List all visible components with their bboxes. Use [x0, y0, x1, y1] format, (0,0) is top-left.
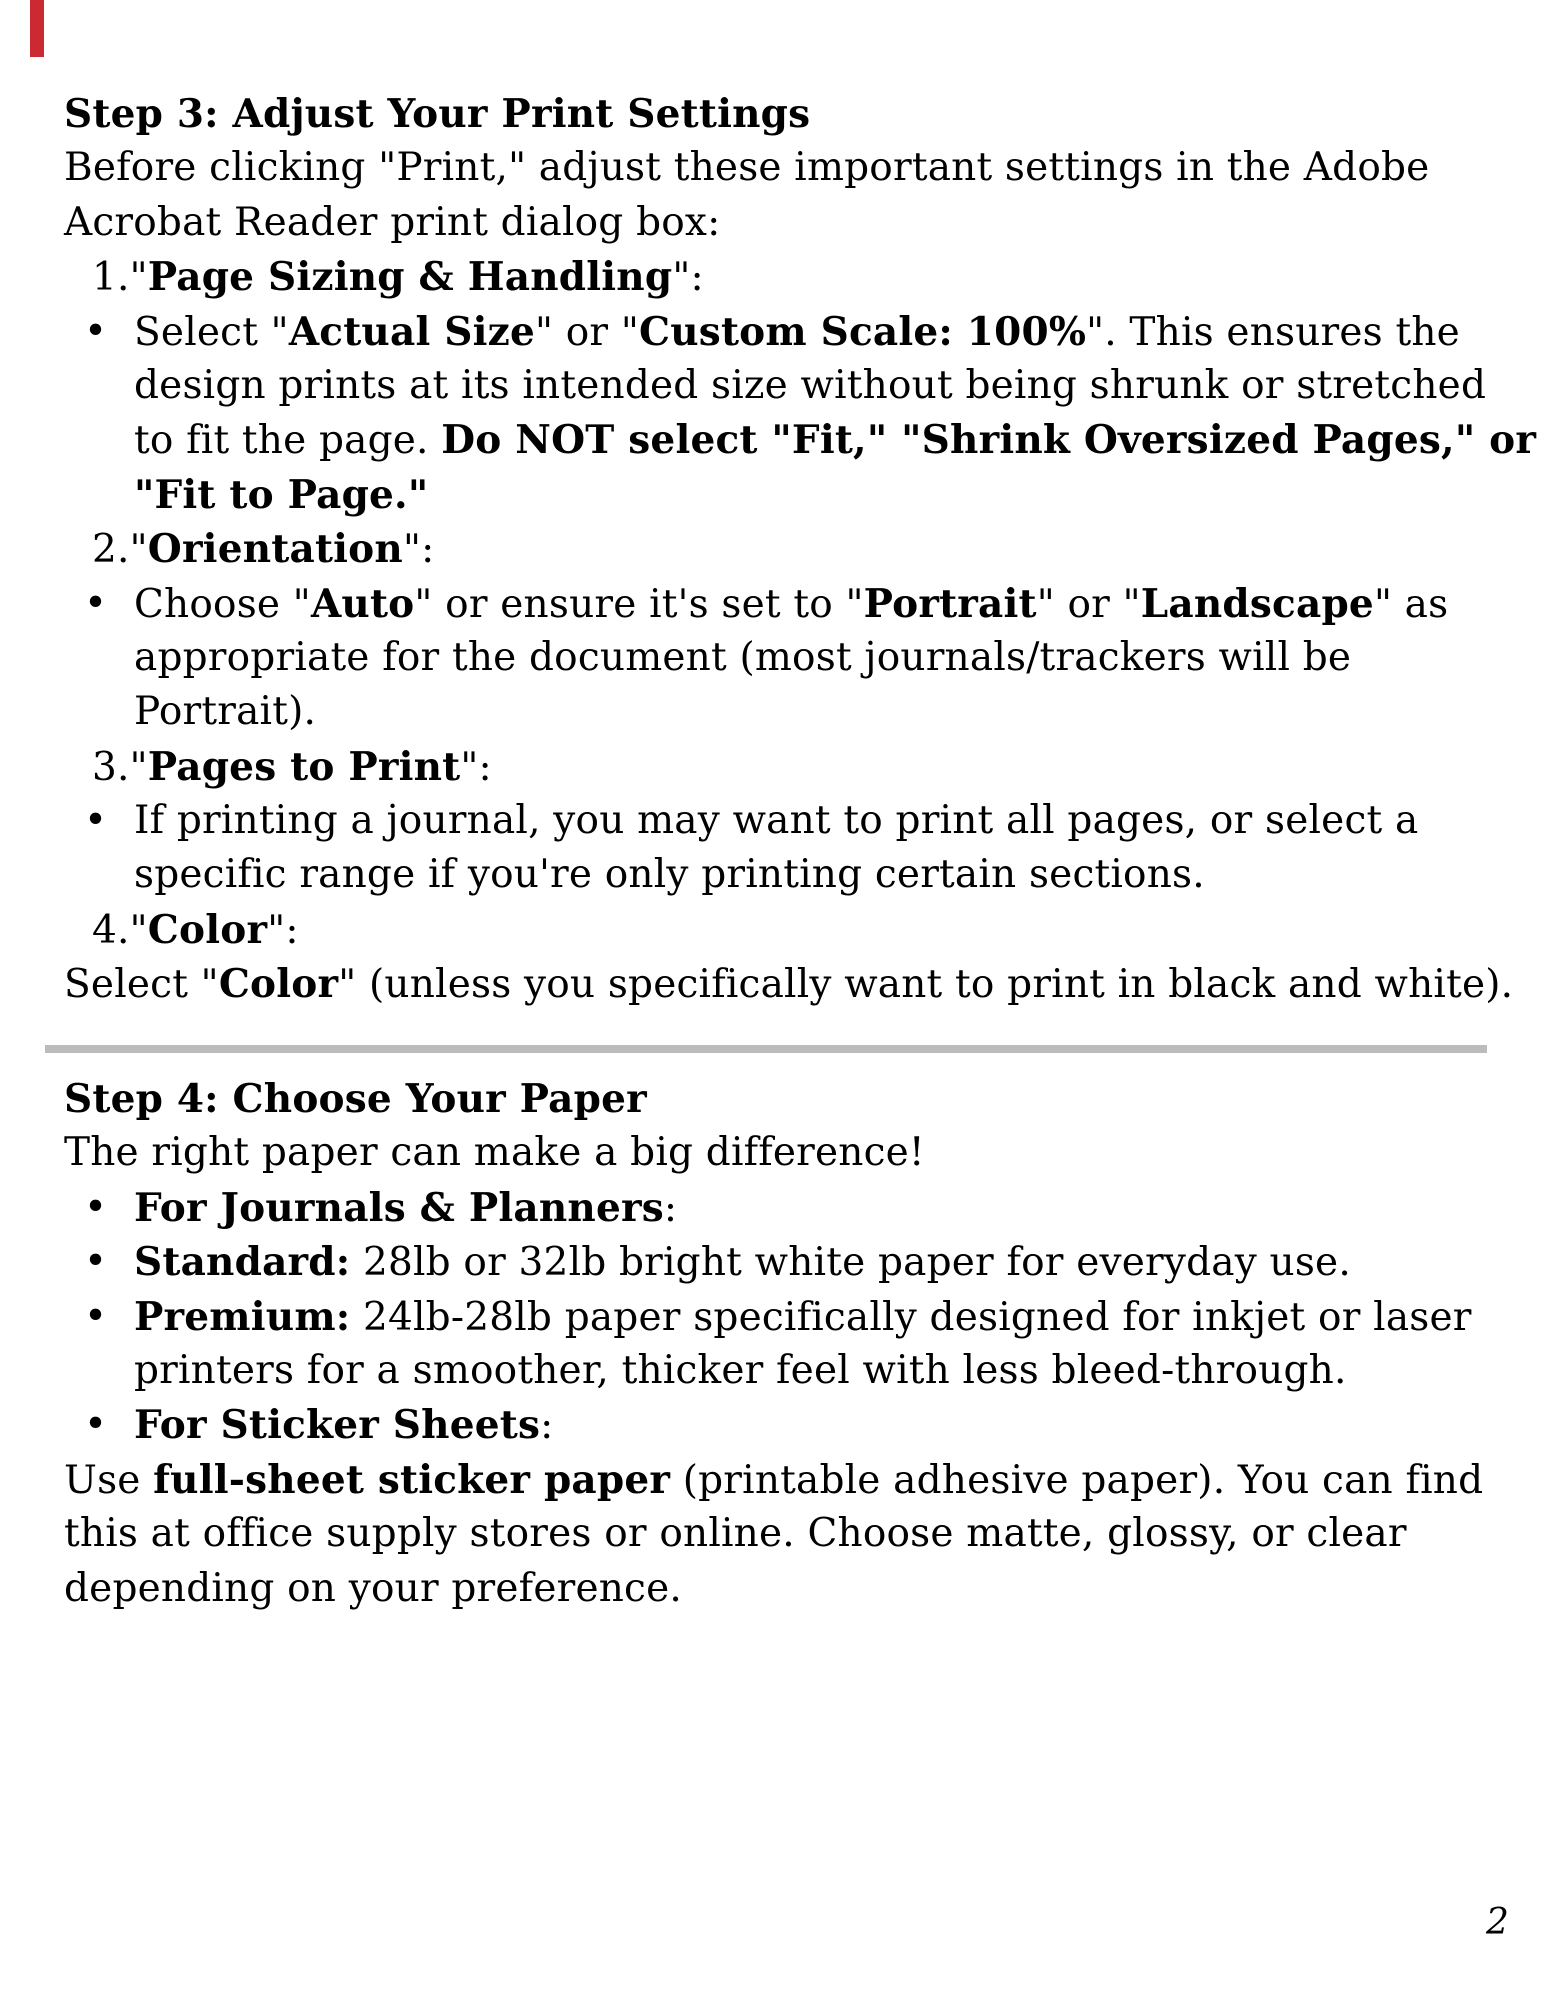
text-span: 28lb or 32lb bright white paper for everyday use.: [350, 1240, 1351, 1286]
bold-text: Step 4: Choose Your Paper: [64, 1076, 647, 1122]
text-span: " (unless you specifically want to print in black and white).: [338, 962, 1514, 1008]
bullet-icon: •: [84, 580, 108, 626]
text-span: :: [663, 1185, 678, 1231]
text-span: Select ": [134, 309, 289, 355]
bullet-icon: •: [84, 798, 108, 844]
text-span: ":: [460, 744, 492, 790]
text-line: [64, 1181, 1494, 1235]
text-line: [64, 196, 1494, 250]
bold-text: Landscape: [1140, 580, 1374, 627]
bold-text: Color: [147, 906, 268, 953]
text-line: [64, 468, 1494, 522]
text-line: [64, 522, 1494, 576]
text-span: " or ": [1036, 581, 1141, 627]
text-span: The right paper can make a big difference!: [64, 1130, 925, 1176]
text-span: ": [129, 527, 148, 573]
text-span: 24lb-28lb paper specifically designed for inkjet or laser: [350, 1294, 1472, 1340]
text-line: [64, 848, 1494, 902]
text-line: [64, 359, 1494, 413]
text-span: ":: [672, 255, 704, 301]
text-span: (printable adhesive paper). You can find: [670, 1457, 1484, 1503]
section-heading: [64, 1072, 1494, 1126]
text-span: Select ": [64, 962, 219, 1008]
bullet-icon: •: [84, 308, 108, 354]
step4-section: [64, 1072, 1494, 1616]
bold-text: For Journals & Planners: [134, 1184, 664, 1231]
text-line: [64, 141, 1494, 195]
text-span: ": [129, 907, 148, 953]
text-line: [64, 1507, 1494, 1561]
text-span: Use: [64, 1457, 154, 1503]
text-line: [64, 903, 1494, 957]
bold-text: full-sheet sticker paper: [153, 1456, 671, 1503]
text-line: [64, 1126, 1494, 1180]
bold-text: Actual Size: [288, 308, 535, 355]
page-number: 2: [1486, 1902, 1509, 1943]
text-line: [64, 957, 1514, 1011]
bold-text: Color: [218, 961, 339, 1008]
text-span: " or ensure it's set to ": [414, 581, 864, 627]
text-line: [64, 250, 1494, 304]
text-span: Portrait).: [134, 689, 317, 735]
text-span: Choose ": [134, 581, 311, 627]
text-span: ":: [267, 907, 299, 953]
bold-text: Page Sizing & Handling: [147, 254, 673, 301]
text-span: " as: [1373, 581, 1449, 627]
text-line: [64, 685, 1494, 739]
text-span: If printing a journal, you may want to print all pages, or select a: [134, 798, 1419, 844]
text-span: design prints at its intended size without being shrunk or stretched: [134, 362, 1487, 408]
text-span: ". This ensures the: [1086, 309, 1460, 355]
bold-text: Portrait: [863, 580, 1037, 627]
bold-text: For Sticker Sheets: [134, 1402, 541, 1449]
text-line: [64, 1235, 1494, 1289]
text-line: [64, 1290, 1494, 1344]
bullet-icon: •: [84, 1184, 108, 1230]
text-line: [64, 305, 1494, 359]
text-line: [64, 631, 1494, 685]
text-span: " or ": [535, 309, 639, 355]
bold-text: Orientation: [147, 526, 403, 573]
text-span: Before clicking "Print," adjust these important settings in the Adobe: [64, 145, 1430, 191]
list-number: 3.: [92, 744, 130, 790]
bullet-icon: •: [84, 1293, 108, 1339]
text-line: [64, 740, 1494, 794]
text-span: specific range if you're only printing certain sections.: [134, 852, 1205, 898]
text-line: [64, 577, 1494, 631]
bold-text: Auto: [310, 580, 415, 627]
bold-text: Custom Scale: 100%: [639, 308, 1087, 355]
bold-text: "Fit to Page.": [134, 471, 429, 518]
section-divider: [45, 1045, 1487, 1053]
text-line: [64, 1453, 1494, 1507]
text-span: appropriate for the document (most journals/trackers will be: [134, 634, 1352, 680]
bold-text: Do NOT select "Fit," "Shrink Oversized Pages," or: [441, 417, 1537, 464]
bold-text: Standard:: [134, 1239, 351, 1286]
text-line: [64, 413, 1537, 467]
text-line: [64, 1562, 1494, 1616]
text-line: [64, 794, 1494, 848]
step3-section: [64, 87, 1537, 1012]
bold-text: Step 3: Adjust Your Print Settings: [64, 91, 811, 137]
text-span: ": [129, 255, 148, 301]
text-span: this at office supply stores or online. Choose matte, glossy, or clear: [64, 1511, 1407, 1557]
text-span: ":: [402, 527, 435, 573]
bullet-icon: •: [84, 1402, 108, 1448]
text-span: :: [540, 1403, 554, 1449]
list-number: 2.: [92, 527, 130, 573]
text-line: [64, 1344, 1494, 1398]
bold-text: Premium:: [134, 1293, 351, 1340]
text-line: [64, 1398, 1494, 1452]
text-span: depending on your preference.: [64, 1565, 682, 1611]
text-span: to fit the page.: [134, 418, 442, 464]
text-span: printers for a smoother, thicker feel with less bleed-through.: [134, 1347, 1347, 1393]
text-span: Acrobat Reader print dialog box:: [64, 199, 721, 245]
page-edge-accent-bar: [30, 0, 44, 57]
list-number: 4.: [92, 907, 130, 953]
list-number: 1.: [92, 255, 130, 301]
bullet-icon: •: [84, 1239, 108, 1285]
section-heading: [64, 87, 1494, 141]
text-span: ": [129, 744, 148, 790]
bold-text: Pages to Print: [147, 743, 461, 790]
